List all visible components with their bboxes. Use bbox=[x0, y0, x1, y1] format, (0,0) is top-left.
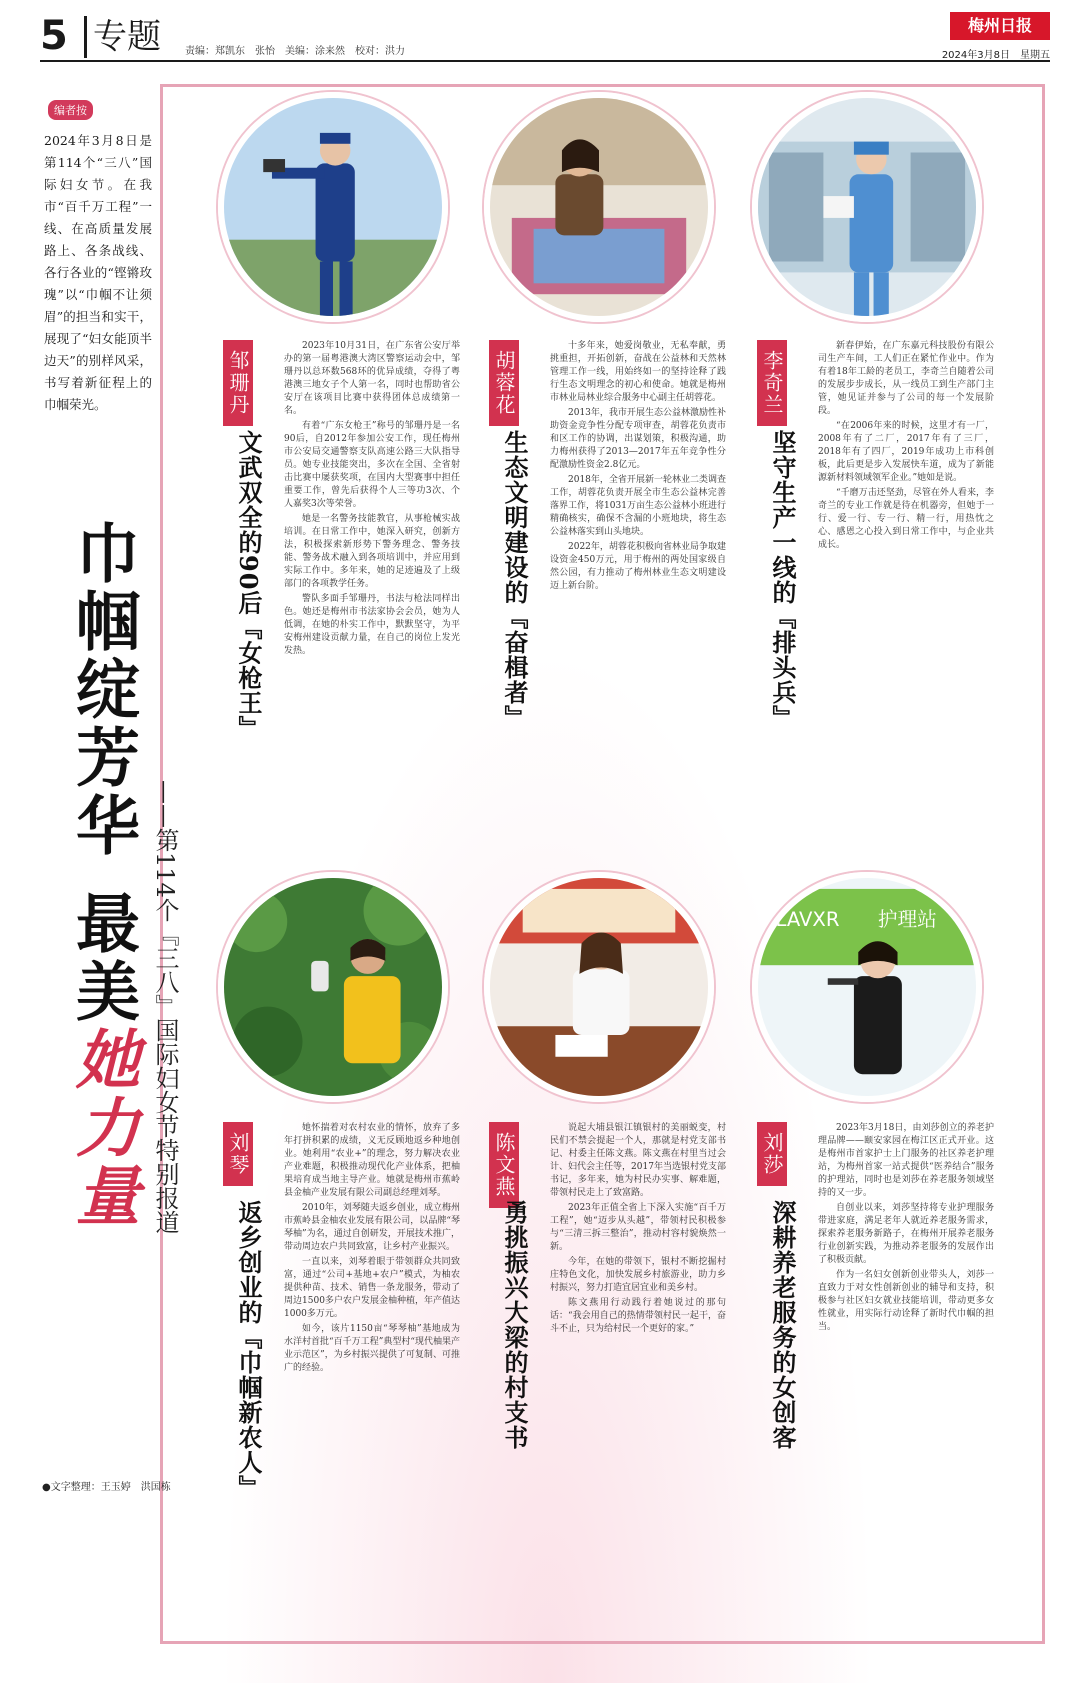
main-title-line2-black: 最美 bbox=[65, 890, 140, 1026]
paragraph: “千磨万击还坚劲，尽管在外人看来，李奇兰的专业工作就是待在机器旁，但她于一行、爱一行、专一行、精一行，用热忱之心、感恩之心投入到日常工作中，与企业共成长。 bbox=[818, 488, 994, 550]
text-credit: ●文字整理：王玉婷 洪国栋 bbox=[42, 1482, 171, 1493]
subtitle bbox=[150, 780, 180, 1234]
profile-body-zou bbox=[284, 340, 460, 660]
editor-note-text: 2024年3月8日是第114个“三八”国际妇女节。在我市“百千万工程”一线、在高质量发展路上、各条战线、各行各业的“铿锵玫瑰”以“巾帼不让须眉”的担当和实干，展现了“妇女能顶半边天”的别样风采，书写着新征程上的巾帼荣光。 bbox=[44, 133, 152, 412]
newspaper-logo: 梅州日报 bbox=[950, 12, 1050, 40]
paragraph: 2013年，我市开展生态公益林激励性补助资金竞争性分配专项审查，胡蓉花负责市和区工作的协调，出谋划策，积极沟通，助力梅州获得了2013—2017年五年竞争性分配激励性资金2.8亿元。 bbox=[550, 408, 726, 470]
profile-body-li bbox=[818, 340, 994, 554]
paragraph: 作为一名妇女创新创业带头人，刘莎一直致力于对女性创新创业的辅导和支持，积极参与社区妇女就业技能培训，带动更多女性就业，用实际行动诠释了新时代巾帼的担当。 bbox=[818, 1270, 994, 1332]
issue-date: 2024年3月8日 bbox=[941, 50, 1010, 61]
profile-body-chen bbox=[550, 1122, 726, 1338]
page-header bbox=[40, 12, 1050, 62]
profile-body-liuqin bbox=[284, 1122, 460, 1377]
editor-credits: 责编：郑凯东 张怡 美编：涂来然 校对：洪力 bbox=[185, 46, 405, 57]
paragraph: 如今，该片1150亩“琴琴柚”基地成为水洋村首批“百千万工程”典型村“现代柚果产业示范区”，为乡村振兴提供了可复制、可推广的经验。 bbox=[284, 1324, 460, 1373]
profile-body-liusha bbox=[818, 1122, 994, 1336]
photo-shooter bbox=[218, 92, 448, 322]
profile-headline-hu: 生态文明建设的『奋楫者』 bbox=[500, 430, 529, 730]
sign-left-text: LAVXR bbox=[775, 907, 840, 931]
photo-village-secretary bbox=[484, 872, 714, 1102]
photo-forestry-officer bbox=[484, 92, 714, 322]
paragraph: 十多年来，她爱岗敬业，无私奉献，勇挑重担，开拓创新，奋战在公益林和天然林管理工作一线，用始终如一的坚持诠释了践行生态文明理念的初心和使命。她就是梅州市林业局林业综合服务中心副主任胡蓉花。 bbox=[550, 341, 726, 403]
profile-name-li: 李奇兰 bbox=[757, 340, 787, 426]
paragraph: 2018年，全省开展新一轮林业二类调查工作，胡蓉花负责开展全市生态公益林完善落界工作，将1031万亩生态公益林小班进行精确核实，确保不含漏的小班地块，将生态公益林落实到山头地块。 bbox=[550, 475, 726, 537]
paragraph: 陈文燕用行动践行着她说过的那句话：“我会用自己的热情带领村民一起干，奋斗不止，只为给村民一个更好的家。” bbox=[550, 1298, 726, 1334]
paragraph: 说起大埔县银江镇银村的美丽蜕变，村民们不禁会提起一个人，那就是村党支部书记、村委主任陈文燕。陈文燕在村里当过会计、妇代会主任等，2017年当选银村党支部书记，多年来，她为村民办实事、解难题，带领村民走上了致富路。 bbox=[550, 1123, 726, 1198]
profile-name-hu: 胡蓉花 bbox=[489, 340, 519, 426]
paragraph: 一直以来，刘琴着眼于带领群众共同致富，通过“公司+基地+农户”模式，为柚农提供种苗、技术、销售一条龙服务，带动了周边1500多户农户发展金柚种植，年产值达1000多万元。 bbox=[284, 1257, 460, 1319]
paragraph: 2023年10月31日，在广东省公安厅举办的第一届粤港澳大湾区警察运动会中，邹珊丹以总环数568环的优异成绩，夺得了粤港澳三地女子个人第一名，同时也帮助省公安厅在该项目比赛中获得团体总成绩第一名。 bbox=[284, 341, 460, 416]
profile-headline-zou: 文武双全的90后『女枪王』 bbox=[234, 430, 263, 741]
paragraph: 2010年，刘琴随夫返乡创业，成立梅州市蕉岭县金柚农业发展有限公司，以品牌“琴琴柚”为名，通过自创研发，开展技术推广，带动周边农户共同致富，让乡村产业振兴。 bbox=[284, 1203, 460, 1252]
main-title-line1: 巾帼绽芳华 bbox=[65, 520, 140, 860]
profile-name-liusha: 刘莎 bbox=[757, 1122, 787, 1186]
paragraph: 今年，在她的带领下，银村不断挖掘村庄特色文化，加快发展乡村旅游业，助力乡村振兴，努力打造宜居宜业和美乡村。 bbox=[550, 1257, 726, 1293]
paragraph: 她是一名警务技能教官，从事枪械实战培训。在日常工作中，她深入研究，创新方法，积极探索新形势下警务理念、警务技能、警务战术融入到各项培训中，并应用到实际工作中。多年来，她的足迹遍及了上级部门的各项教学任务。 bbox=[284, 514, 460, 589]
main-title bbox=[62, 520, 142, 1230]
paragraph: 她怀揣着对农村农业的情怀，放弃了多年打拼积累的成绩，义无反顾地返乡种地创业。她利用“农业+”的理念，努力解决农业产业难题，积极推动现代化产业体系，把柚果培育成当地主导产业。她就是梅州市蕉岭县金柚产业发展有限公司副总经理刘琴。 bbox=[284, 1123, 460, 1198]
photo-pomelo-farmer bbox=[218, 872, 448, 1102]
paragraph: 2023年3月18日，由刘莎创立的养老护理品牌——颐安家园在梅江区正式开业。这是梅州市首家护士上门服务的社区养老护理站，为梅州首家一站式提供“医养结合”服务的护理站，同时也是刘莎在养老服务领域坚持的又一步。 bbox=[818, 1123, 994, 1198]
profile-headline-liusha: 深耕养老服务的女创客 bbox=[768, 1200, 797, 1450]
profile-headline-liuqin: 返乡创业的『巾帼新农人』 bbox=[234, 1200, 263, 1500]
editor-note-badge: 编者按 bbox=[48, 100, 93, 120]
photo-elderly-care-founder bbox=[752, 872, 982, 1102]
paragraph: 自创业以来，刘莎坚持将专业护理服务带进家庭，满足老年人就近养老服务需求，探索养老服务新路子，在梅州开展养老服务行业创新实践，为推动养老服务的发展作出了积极贡献。 bbox=[818, 1203, 994, 1265]
profile-name-chen: 陈文燕 bbox=[489, 1122, 519, 1208]
paragraph: 警队多面手邹珊丹，书法与枪法同样出色。她还是梅州市书法家协会会员，她为人低调，在她的朴实工作中，默默坚守，为平安梅州建设贡献力量，在自己的岗位上发光发热。 bbox=[284, 594, 460, 656]
main-title-line2-red: 她力量 bbox=[65, 1026, 140, 1230]
sign-right-text: 护理站 bbox=[877, 907, 937, 931]
profile-headline-li: 坚守生产一线的『排头兵』 bbox=[768, 430, 797, 730]
subtitle-dash: —— bbox=[151, 780, 179, 828]
section-name: 专题 bbox=[84, 16, 161, 58]
paragraph: “在2006年来的时候，这里才有一厂，2008年有了二厂，2017年有了三厂，2018年有了四厂，2019年成功上市科创板，此后更是步入发展快车道，成为了新能源新材料领域领军企业。”她如是说。 bbox=[818, 421, 994, 483]
profile-name-liuqin: 刘琴 bbox=[223, 1122, 253, 1186]
photo-factory-worker bbox=[752, 92, 982, 322]
issue-weekday: 星期五 bbox=[1020, 50, 1050, 61]
subtitle-text: 第114个『三八』国际妇女节特别报道 bbox=[151, 828, 179, 1234]
profile-name-zou: 邹珊丹 bbox=[223, 340, 253, 426]
page-number: 5 bbox=[40, 13, 68, 59]
paragraph: 有着“广东女枪王”称号的邹珊丹是一名90后，自2012年参加公安工作，现任梅州市公安局交通警察支队高速公路三大队指导员。她专业技能突出，多次在全国、全省射击比赛中屡获奖项，在国内大型赛事中担任重要工作，曾先后获得个人三等功3次、个人嘉奖3次等荣誉。 bbox=[284, 421, 460, 509]
profile-headline-chen: 勇挑振兴大梁的村支书 bbox=[500, 1200, 529, 1450]
profile-body-hu bbox=[550, 340, 726, 595]
paragraph: 2022年，胡蓉花积极向省林业局争取建设资金450万元，用于梅州的两处国家级自然公园，有力推动了梅州林业生态文明建设迈上新台阶。 bbox=[550, 542, 726, 591]
paragraph: 2023年正值全省上下深入实施“百千万工程”，她“迈步从头越”，带领村民积极参与“三清三拆三整治”，推动村容村貌焕然一新。 bbox=[550, 1203, 726, 1252]
paragraph: 新春伊始，在广东嘉元科技股份有限公司生产车间，工人们正在紧忙作业中。作为有着18年工龄的老员工，李奇兰自随着公司的发展步步成长，从一线员工到生产部门主管，她见证并参与了公司的每一个发展阶段。 bbox=[818, 341, 994, 416]
